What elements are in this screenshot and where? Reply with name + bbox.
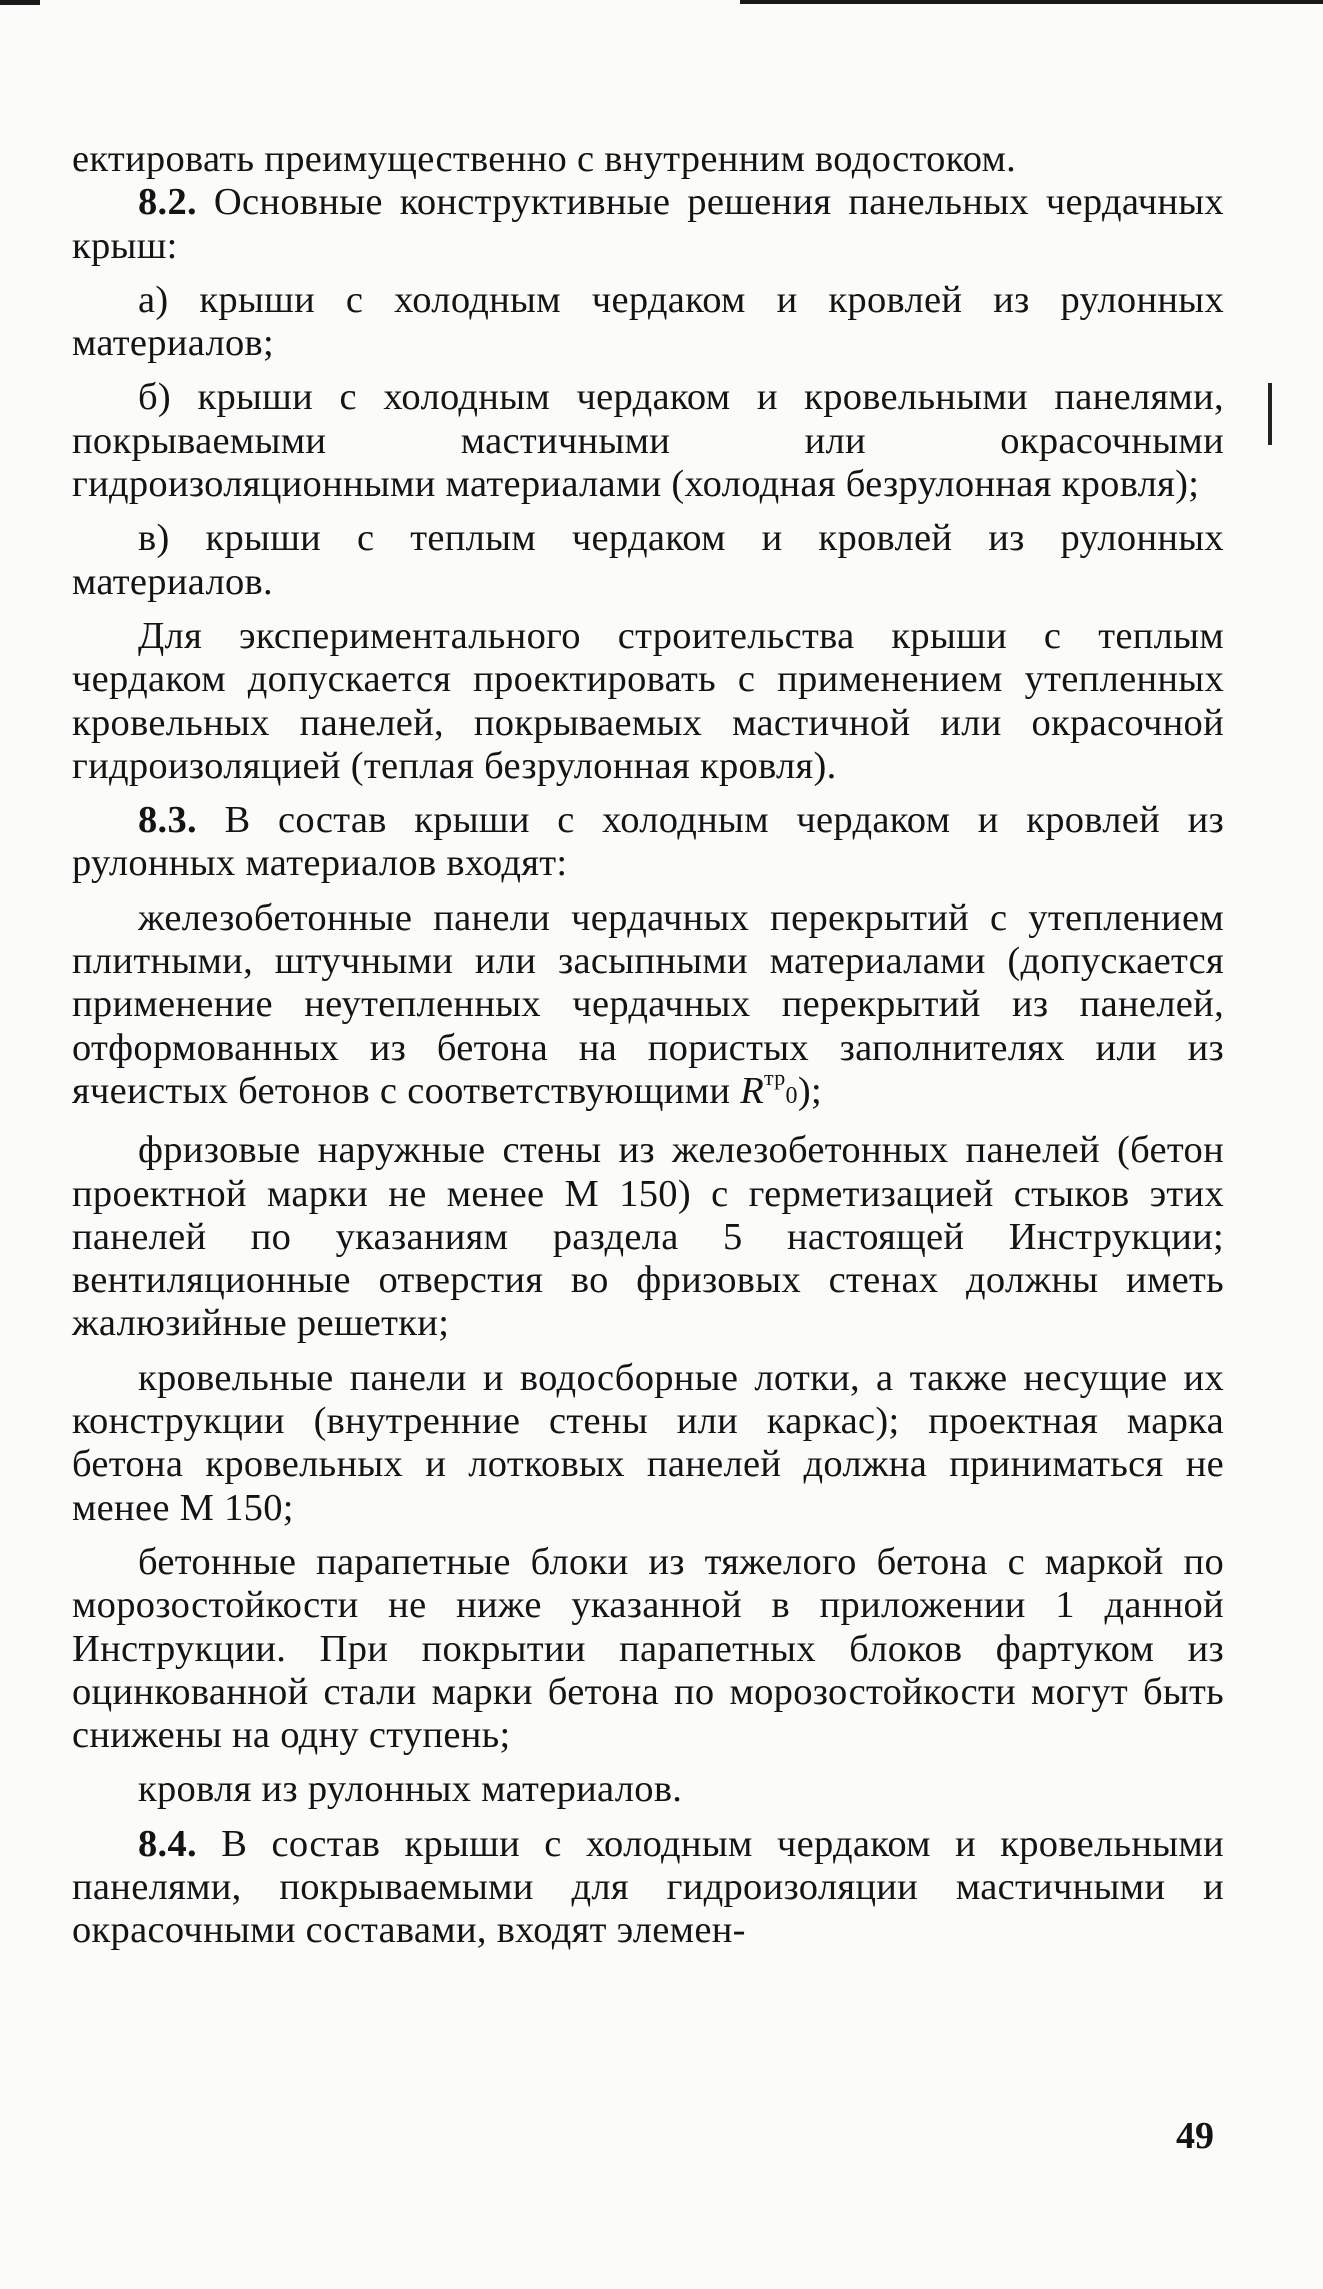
paragraph-text: железобетонные панели чердачных перекрытий с утеплением плитными, штучными или засыпными материалами (допускается применение неутепленных чердачных перекрытий из панелей, отформованных из бетона на пористых заполнителях или из ячеистых бетонов с соответствующими: [72, 896, 1224, 1112]
list-item-c: в) крыши с теплым чердаком и кровлей из рулонных материалов.: [72, 517, 1224, 603]
list-item-a: а) крыши с холодным чердаком и кровлей из рулонных материалов;: [72, 278, 1224, 365]
formula-superscript: тр: [764, 1064, 786, 1090]
page-number: 49: [1176, 2115, 1214, 2157]
section-text: В состав крыши с холодным чердаком и кровлей из рулонных материалов входят:: [72, 799, 1224, 885]
margin-mark: [1268, 383, 1272, 445]
formula-tail: );: [797, 1069, 822, 1112]
paragraph-roof-panels: кровельные панели и водосборные лотки, а также несущие их конструкции (внутренние стены или каркас); проектная марка бетона кровельных и лотковых панелей должна приниматься не менее М 150;: [72, 1356, 1224, 1529]
paragraph-panels: [72, 897, 1224, 1118]
section-8-3: [72, 799, 1224, 886]
section-number: 8.2.: [138, 181, 197, 224]
section-text: В состав крыши с холодным чердаком и кровельными панелями, покрываемыми для гидроизоляции мастичными и окрасочными составами, входят элемен-: [72, 1822, 1224, 1952]
formula-subscript: 0: [785, 1082, 798, 1109]
page-body: [72, 138, 1224, 1953]
paragraph-parapet: бетонные парапетные блоки из тяжелого бетона с маркой по морозостойкости не ниже указанной в приложении 1 данной Инструкции. При покрытии парапетных блоков фартуком из оцинкованной стали марки бетона по морозостойкости могут быть снижены на одну ступень;: [72, 1540, 1224, 1757]
formula-symbol: R: [740, 1069, 765, 1112]
section-text: Основные конструктивные решения панельных чердачных крыш:: [72, 181, 1224, 267]
section-number: 8.4.: [138, 1822, 197, 1865]
list-item-b: б) крыши с холодным чердаком и кровельными панелями, покрываемыми мастичными или окрасочными гидроизоляционными материалами (холодная безрулонная кровля);: [72, 376, 1224, 506]
top-edge-rule-right: [740, 0, 1323, 4]
paragraph-continuation: ектировать преимущественно с внутренним водостоком.: [72, 138, 1017, 180]
top-edge-rule-left: [0, 0, 40, 5]
section-number: 8.3.: [138, 799, 197, 842]
paragraph-experimental: Для экспериментального строительства крыши с теплым чердаком допускается проектировать с применением утепленных кровельных панелей, покрываемых мастичной или окрасочной гидроизоляцией (теплая безрулонная кровля).: [72, 614, 1224, 787]
paragraph-frieze-walls: фризовые наружные стены из железобетонных панелей (бетон проектной марки не менее М 150) с герметизацией стыков этих панелей по указаниям раздела 5 настоящей Инструкции; вентиляционные отверстия во фризовых стенах должны иметь жалюзийные решетки;: [72, 1129, 1224, 1345]
section-8-4: [72, 1823, 1224, 1953]
paragraph-roofing: кровля из рулонных материалов.: [138, 1768, 683, 1811]
section-8-2: [72, 181, 1224, 268]
